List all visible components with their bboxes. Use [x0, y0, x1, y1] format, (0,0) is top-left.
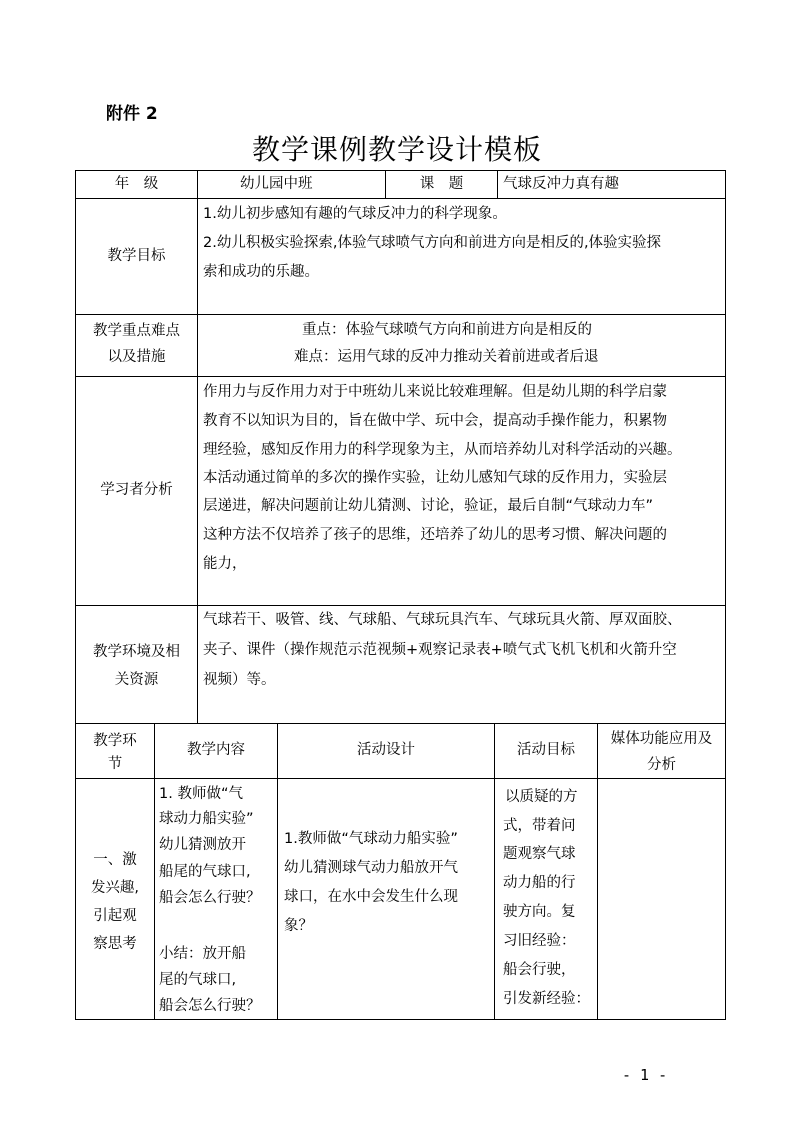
step1-design-line-1: 1.教师做“气球动力船实验”	[284, 831, 458, 847]
step1-goal-line-5: 驶方向。复	[503, 904, 576, 920]
step1-content-line-1: 1. 教师做“气	[159, 786, 243, 802]
step1-content-line-9: 船会怎么行驶？	[159, 998, 261, 1014]
design-header: 活动设计	[357, 742, 415, 759]
media-header-line1: 媒体功能应用及	[610, 731, 713, 747]
environment-line-3: 视频）等。	[203, 672, 276, 688]
step1-content-line-7: 小结：放开船	[159, 946, 246, 962]
grade-label: 年 级	[114, 175, 159, 192]
step1-design-line-2: 幼儿猜测球气动力船放开气	[284, 860, 458, 876]
keypoints-label-line1: 教学重点难点	[93, 323, 180, 339]
step1-goal-cell	[494, 778, 598, 1020]
step-header-line1: 教学环	[93, 733, 137, 749]
goal-header: 活动目标	[517, 742, 575, 759]
learners-line-1: 作用力与反作用力对于中班幼儿来说比较难理解。但是幼儿期的科学启蒙	[203, 384, 667, 400]
learners-label: 学习者分析	[100, 482, 173, 499]
difficulty-text: 难点：运用气球的反冲力推动关着前进或者后退	[294, 349, 599, 365]
step1-goal-line-2: 式，带着问	[503, 818, 576, 834]
page-title: 教学课例教学设计模板	[251, 133, 542, 166]
learners-line-7: 能力，	[203, 556, 247, 572]
grade-value: 幼儿园中班	[240, 176, 313, 192]
learners-line-2: 教育不以知识为目的，旨在做中学、玩中会，提高动手操作能力，积累物	[203, 413, 667, 429]
step1-design-line-3: 球口，在水中会发生什么现	[284, 889, 458, 905]
step1-goal-line-8: 引发新经验：	[503, 991, 590, 1007]
goal-line-3: 索和成功的乐趣。	[203, 264, 319, 280]
focus-text: 重点：体验气球喷气方向和前进方向是相反的	[302, 322, 592, 338]
step1-line-3: 引起观	[93, 908, 137, 924]
learners-line-5: 层递进，解决问题前让幼儿猜测、讨论，验证，最后自制“气球动力车”	[203, 498, 654, 514]
environment-label-cell	[75, 605, 198, 724]
environment-line-1: 气球若干、吸管、线、气球船、气球玩具汽车、气球玩具火箭、厚双面胶、	[203, 612, 682, 628]
step1-line-1: 一、激	[93, 852, 137, 868]
step1-goal-line-7: 船会行驶，	[503, 962, 576, 978]
step1-goal-line-6: 习旧经验：	[503, 933, 576, 949]
environment-label-line2: 关资源	[114, 672, 159, 688]
step1-content-line-5: 船会怎么行驶？	[159, 890, 261, 906]
step1-goal-line-1: 以质疑的方	[505, 789, 578, 805]
goal-line-2: 2.幼儿积极实验探索,体验气球喷气方向和前进方向是相反的,体验实验探	[203, 235, 662, 251]
learners-line-6: 这种方法不仅培养了孩子的思维，还培养了幼儿的思考习惯、解决问题的	[203, 527, 667, 543]
step1-content-line-4: 船尾的气球口,	[159, 864, 251, 880]
media-header-line2: 分析	[647, 757, 676, 773]
step1-content-line-2: 球动力船实验”	[159, 811, 254, 827]
step1-goal-line-3: 题观察气球	[503, 846, 576, 862]
page-number: - 1 -	[622, 1066, 668, 1084]
learners-line-3: 理经验，感知反作用力的科学现象为主，从而培养幼儿对科学活动的兴趣。	[203, 442, 682, 458]
step1-design-line-4: 象？	[284, 918, 313, 934]
step1-goal-line-4: 动力船的行	[503, 875, 576, 891]
step1-content-line-3: 幼儿猜测放开	[159, 837, 246, 853]
attachment-label: 附件 2	[106, 104, 158, 124]
goals-label: 教学目标	[107, 247, 166, 264]
topic-value: 气球反冲力真有趣	[503, 176, 619, 192]
step1-line-2: 发兴趣,	[90, 880, 140, 896]
content-header: 教学内容	[187, 742, 245, 759]
step1-content-line-8: 尾的气球口,	[159, 972, 237, 988]
step-header-line2: 节	[107, 756, 123, 772]
topic-label: 课 题	[419, 175, 464, 192]
step1-media-cell	[597, 778, 726, 1020]
environment-line-2: 夹子、课件（操作规范示范视频+观察记录表+喷气式飞机飞机和火箭升空	[203, 642, 677, 658]
goal-line-1: 1.幼儿初步感知有趣的气球反冲力的科学现象。	[203, 206, 507, 222]
step1-line-4: 察思考	[93, 936, 137, 952]
learners-line-4: 本活动通过简单的多次的操作实验，让幼儿感知气球的反作用力，实验层	[203, 470, 667, 486]
keypoints-label-line2: 以及措施	[107, 349, 166, 365]
environment-label-line1: 教学环境及相	[93, 644, 180, 660]
